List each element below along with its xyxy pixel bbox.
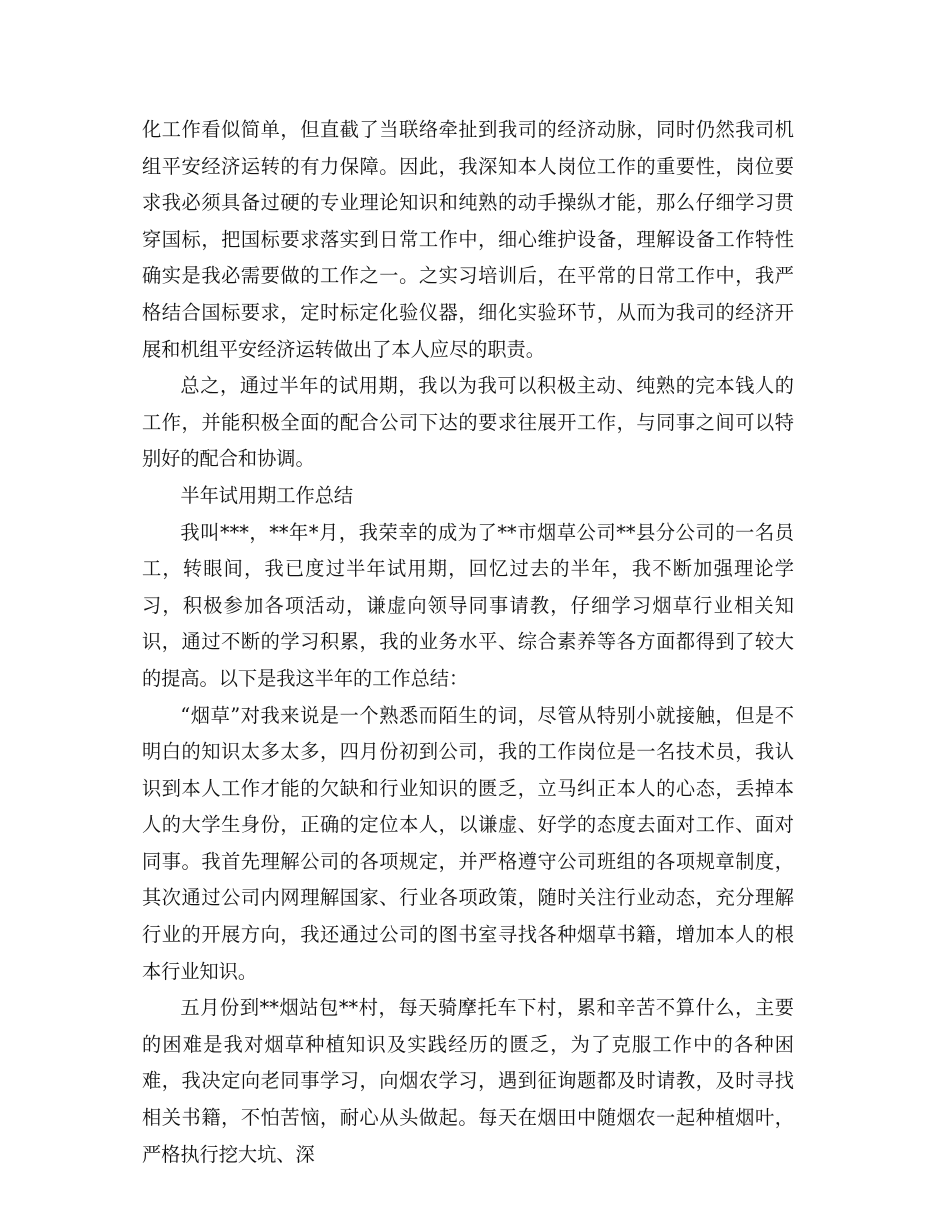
- document-body: [142, 112, 794, 1173]
- paragraph: “烟草”对我来说是一个熟悉而陌生的词，尽管从特别小就接触，但是不明白的知识太多太多，四月份初到公司，我的工作岗位是一名技术员，我认识到本人工作才能的欠缺和行业知识的匮乏，立马纠正本人的心态，丢掉本人的大学生身份，正确的定位本人，以谦虚、好学的态度去面对工作、面对同事。我首先理解公司的各项规定，并严格遵守公司班组的各项规章制度，其次通过公司内网理解国家、行业各项政策，随时关注行业动态，充分理解行业的开展方向，我还通过公司的图书室寻找各种烟草书籍，增加本人的根本行业知识。: [142, 703, 794, 983]
- paragraph: 五月份到**烟站包**村，每天骑摩托车下村，累和辛苦不算什么，主要的困难是我对烟草种植知识及实践经历的匮乏，为了克服工作中的各种困难，我决定向老同事学习，向烟农学习，遇到征询题都及时请教，及时寻找相关书籍，不怕苦恼，耐心从头做起。每天在烟田中随烟农一起种植烟叶，严格执行挖大坑、深: [142, 996, 794, 1166]
- paragraph: 我叫***，**年*月，我荣幸的成为了**市烟草公司**县分公司的一名员工，转眼间，我已度过半年试用期，回忆过去的半年，我不断加强理论学习，积极参加各项活动，谦虚向领导同事请教，仔细学习烟草行业相关知识，通过不断的学习积累，我的业务水平、综合素养等各方面都得到了较大的提高。以下是我这半年的工作总结：: [142, 520, 794, 690]
- paragraph: 化工作看似简单，但直截了当联络牵扯到我司的经济动脉，同时仍然我司机组平安经济运转的有力保障。因此，我深知本人岗位工作的重要性，岗位要求我必须具备过硬的专业理论知识和纯熟的动手操纵才能，那么仔细学习贯穿国标，把国标要求落实到日常工作中，细心维护设备，理解设备工作特性确实是我必需要做的工作之一。之实习培训后，在平常的日常工作中，我严格结合国标要求，定时标定化验仪器，细化实验环节，从而为我司的经济开展和机组平安经济运转做出了本人应尽的职责。: [142, 118, 794, 361]
- paragraph: 总之，通过半年的试用期，我以为我可以积极主动、纯熟的完本钱人的工作，并能积极全面的配合公司下达的要求往展开工作，与同事之间可以特别好的配合和协调。: [142, 374, 794, 471]
- section-heading: 半年试用期工作总结: [180, 483, 354, 507]
